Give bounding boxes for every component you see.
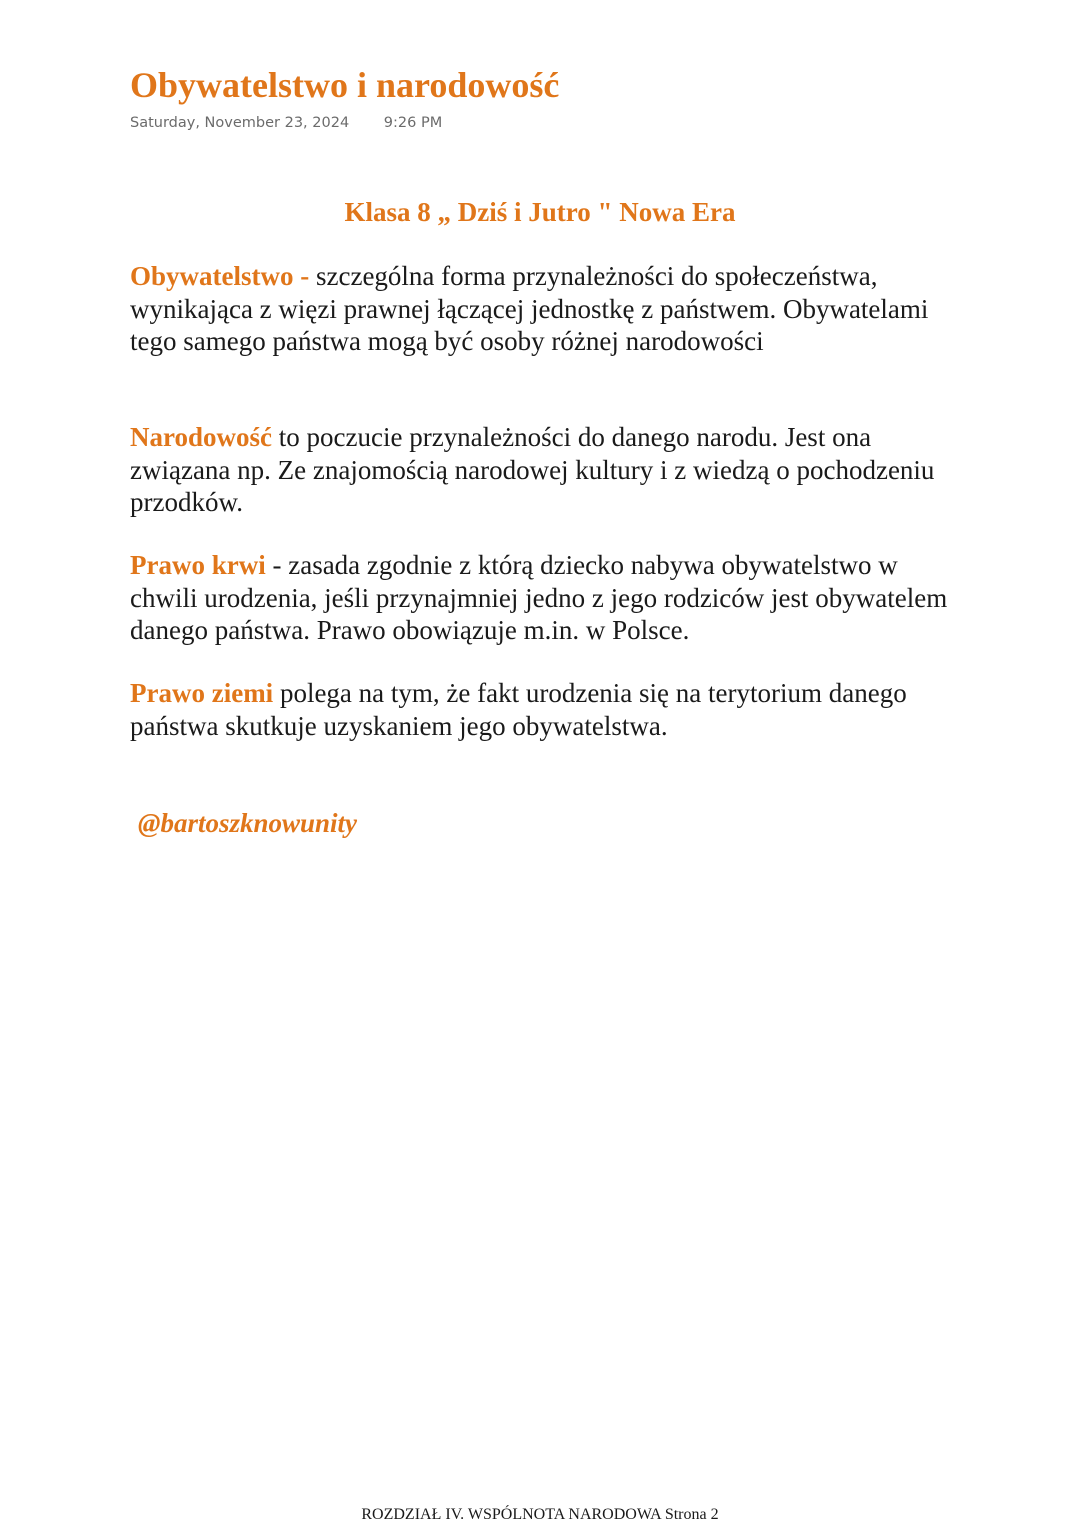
definition-right-of-soil bbox=[130, 677, 950, 742]
page-footer: ROZDZIAŁ IV. WSPÓLNOTA NARODOWA Strona 2 bbox=[361, 1506, 719, 1523]
definition-right-of-blood-text: - zasada zgodnie z którą dziecko nabywa obywatelstwo w chwili urodzenia, jeśli przynajmniej jedno z jego rodziców jest obywatelem danego państwa. Prawo obowiązuje m.in. w Polsce. bbox=[130, 550, 948, 645]
definition-citizenship-text: szczególna forma przynależności do społeczeństwa, wynikająca z więzi prawnej łączącej jednostkę z państwem. Obywatelami tego samego państwa mogą być osoby różnej narodowości bbox=[130, 261, 929, 356]
definition-right-of-soil-text: polega na tym, że fakt urodzenia się na terytorium danego państwa skutkuje uzyskaniem jego obywatelstwa. bbox=[130, 678, 907, 741]
note-date: Saturday, November 23, 2024 bbox=[130, 115, 350, 131]
definition-nationality bbox=[130, 421, 950, 519]
page-title: Obywatelstwo i narodowość bbox=[130, 65, 560, 105]
section-subtitle: Klasa 8 „ Dziś i Jutro " Nowa Era bbox=[344, 197, 736, 227]
term-right-of-soil: Prawo ziemi bbox=[130, 678, 274, 708]
term-right-of-blood: Prawo krwi bbox=[130, 550, 266, 580]
definition-nationality-text: to poczucie przynależności do danego narodu. Jest ona związana np. Ze znajomością narodowej kultury i z wiedzą o pochodzeniu przodków. bbox=[130, 422, 935, 517]
definition-citizenship bbox=[130, 260, 950, 358]
term-citizenship: Obywatelstwo - bbox=[130, 261, 310, 291]
definition-right-of-blood bbox=[130, 549, 950, 647]
author-handle: @bartoszknowunity bbox=[138, 808, 358, 838]
term-nationality: Narodowość bbox=[130, 422, 273, 452]
note-time: 9:26 PM bbox=[383, 115, 443, 131]
note-meta bbox=[130, 113, 442, 133]
